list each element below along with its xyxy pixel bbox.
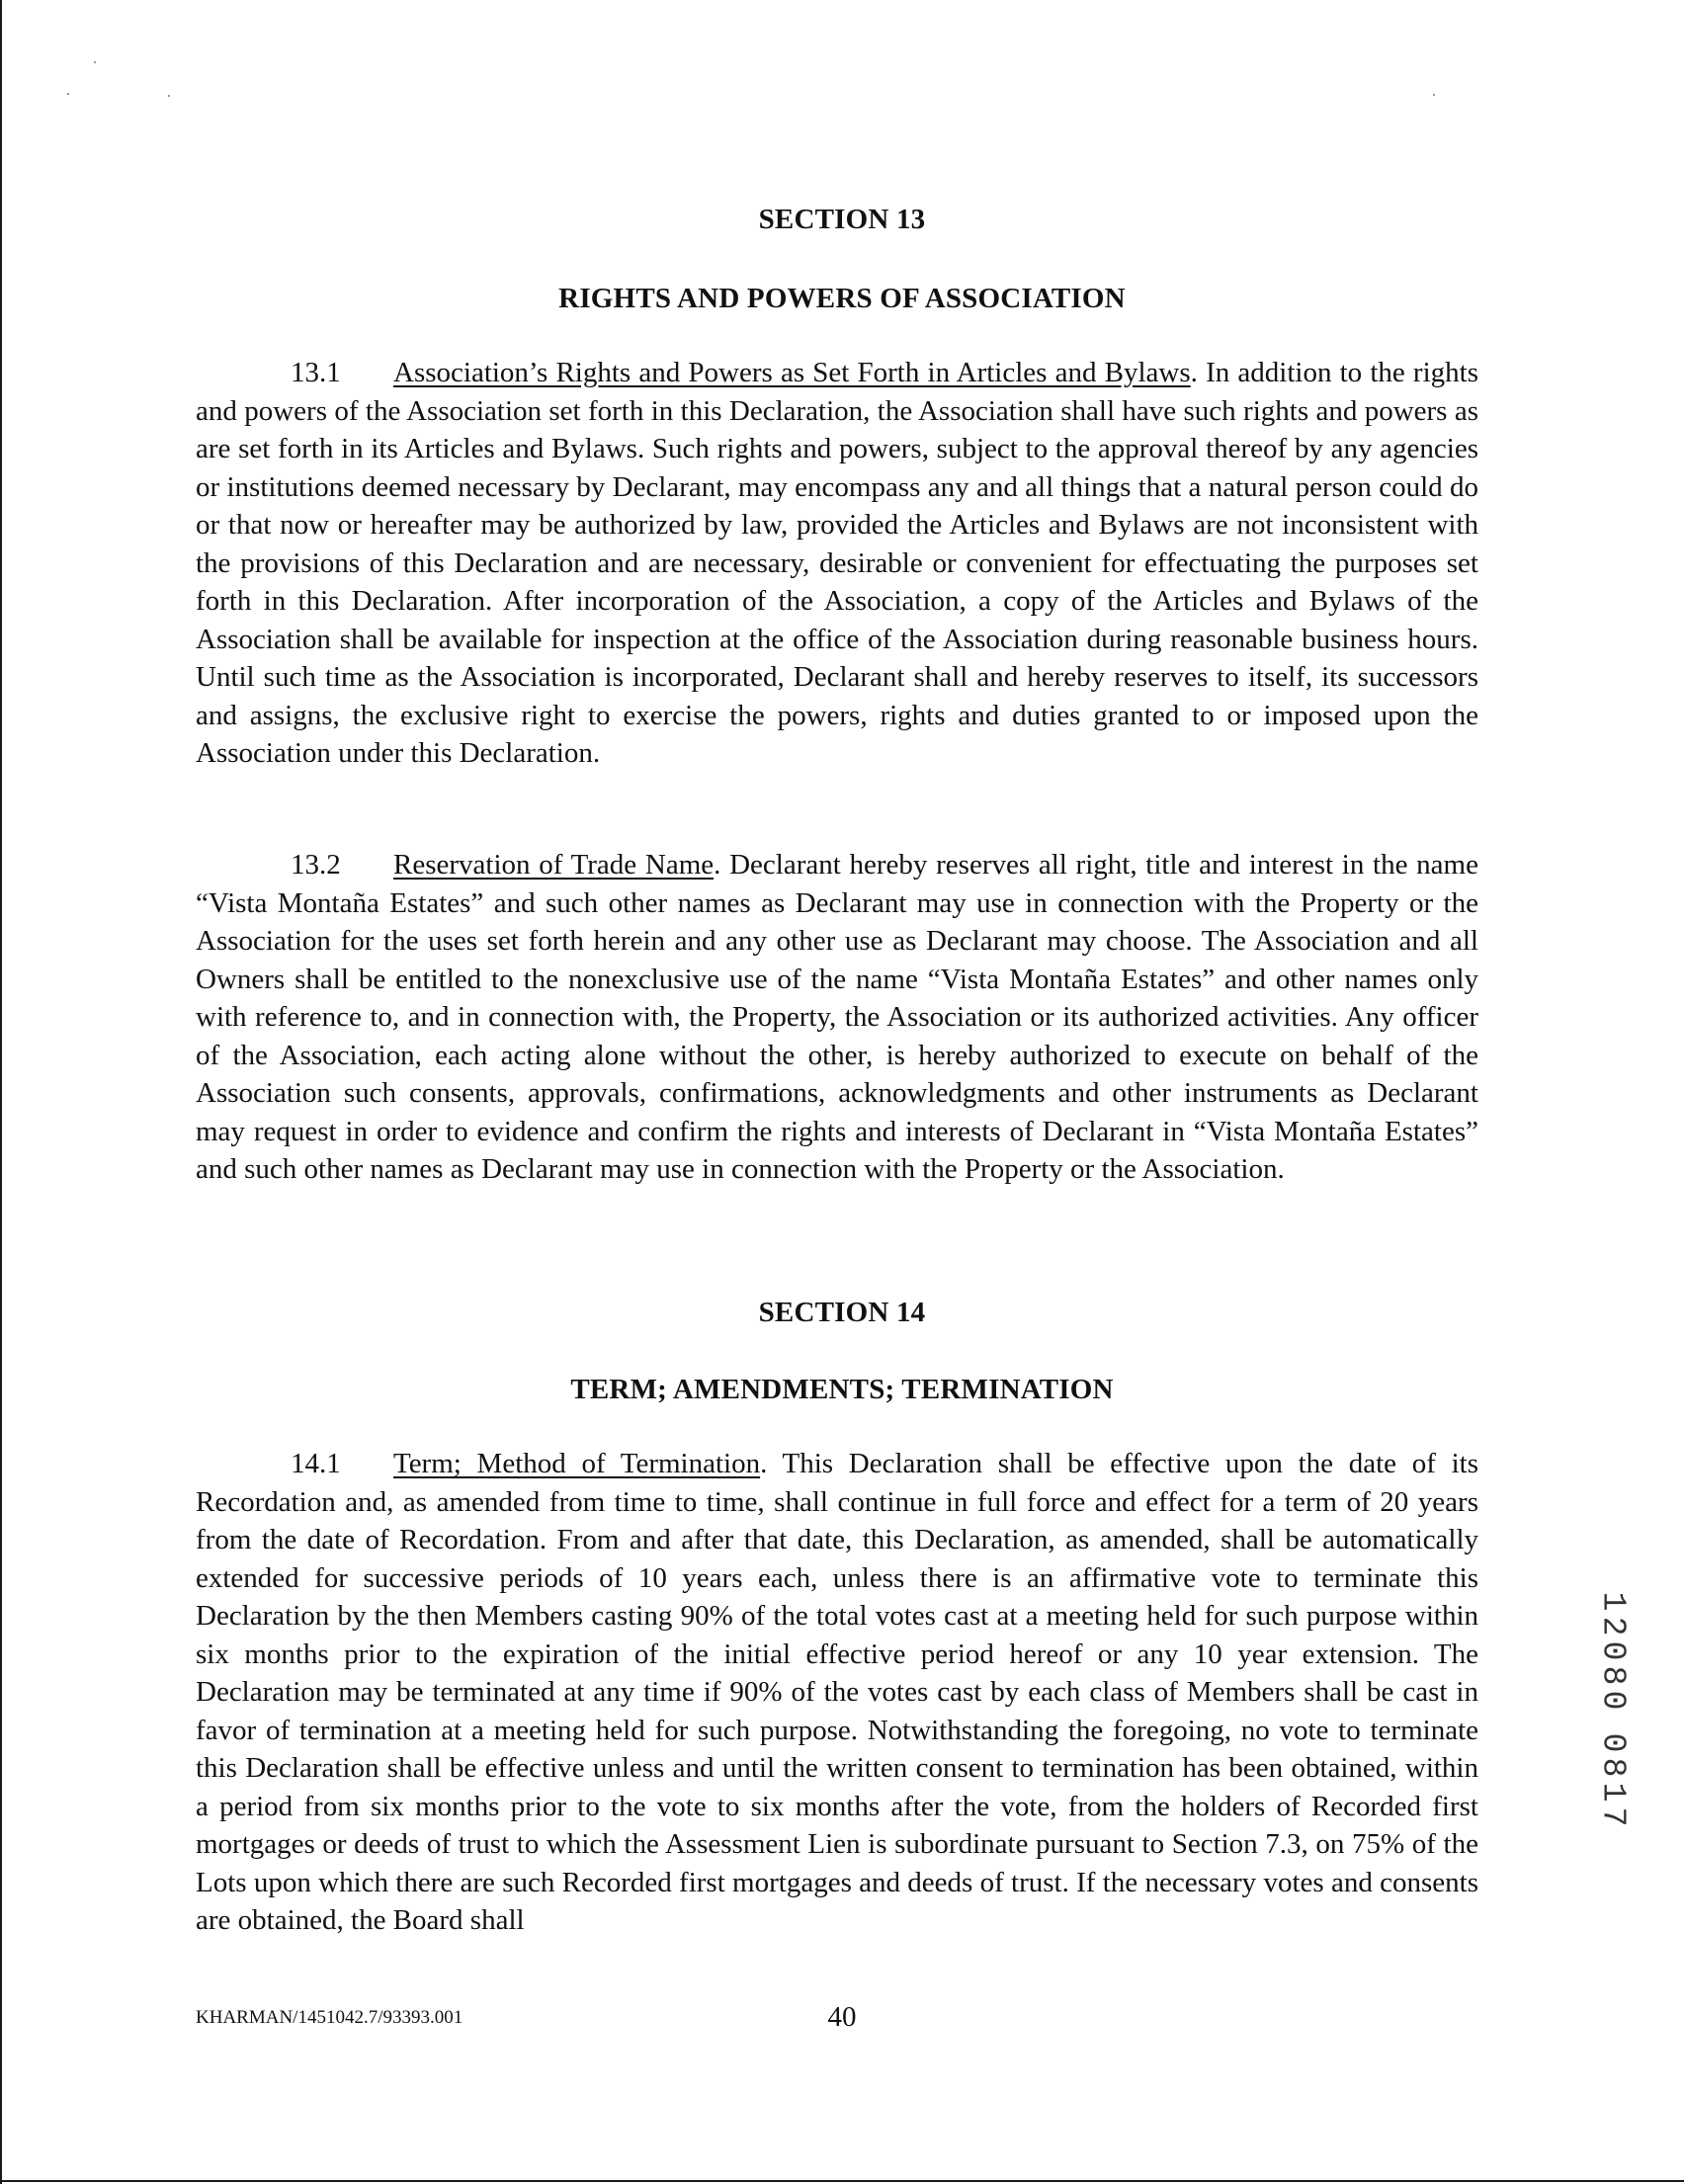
paragraph-13-2 xyxy=(196,846,1478,1189)
stamp-digit: 0 xyxy=(1594,1640,1632,1661)
scan-speck xyxy=(168,95,170,97)
scan-speck xyxy=(1433,94,1435,96)
section-13-title: RIGHTS AND POWERS OF ASSOCIATION xyxy=(558,283,1126,314)
scan-left-edge xyxy=(0,0,2,2184)
paragraph-body: . In addition to the rights and powers of the Association set forth in this Declaration, the Association shall have such rights and powers as are set forth in its Articles and Bylaws. Such rights and powers, subject to the approval thereof by any agencies or institutions deemed necessary by Declarant, may encompass any and all things that a natural person could do or that now or hereafter may be authorized by law, provided the Articles and Bylaws are not inconsistent with the provisions of this Declaration and are necessary, desirable or convenient for effectuating the purposes set forth in this Declaration. After incorporation of the Association, a copy of the Articles and Bylaws of the Association shall be available for inspection at the office of the Association during reasonable business hours. Until such time as the Association is incorporated, Declarant shall and hereby reserves to itself, its successors and assigns, the exclusive right to exercise the powers, rights and duties granted to or imposed upon the Association under this Declaration. xyxy=(196,357,1478,769)
stamp-digit: 1 xyxy=(1594,1591,1632,1612)
paragraph-13-1 xyxy=(196,354,1478,773)
stamp-digit: 0 xyxy=(1594,1690,1632,1711)
page-number: 40 xyxy=(827,2001,857,2033)
paragraph-title: Association’s Rights and Powers as Set Forth in Articles and Bylaws xyxy=(393,357,1191,388)
scan-bottom-edge xyxy=(0,2180,1684,2182)
stamp-digit: 1 xyxy=(1594,1782,1632,1803)
scan-speck xyxy=(94,61,96,63)
paragraph-number: 14.1 xyxy=(291,1448,341,1479)
section-13-heading: SECTION 13 xyxy=(758,204,926,235)
margin-recording-stamp xyxy=(1593,1589,1633,1829)
stamp-digit: 8 xyxy=(1594,1665,1632,1686)
stamp-digit: 2 xyxy=(1594,1616,1632,1637)
stamp-digit: 7 xyxy=(1594,1806,1632,1827)
footer-document-id: KHARMAN/1451042.7/93393.001 xyxy=(196,2007,463,2028)
scan-speck xyxy=(67,93,69,95)
paragraph-body: . This Declaration shall be effective upon the date of its Recordation and, as amended from time to time, shall continue in full force and effect for a term of 20 years from the date of Recordation. From and after that date, this Declaration, as amended, shall be automatically extended for successive periods of 10 years each, unless there is an affirmative vote to terminate this Declaration by the then Members casting 90% of the total votes cast at a meeting held for such purpose within six months prior to the expiration of the initial effective period hereof or any 10 year extension. The Declaration may be terminated at any time if 90% of the votes cast by each class of Members shall be cast in favor of termination at a meeting held for such purpose. Notwithstanding the foregoing, no vote to terminate this Declaration shall be effective unless and until the written consent to termination has been obtained, within a period from six months prior to the vote to six months after the vote, from the holders of Recorded first mortgages or deeds of trust to which the Assessment Lien is subordinate pursuant to Section 7.3, on 75% of the Lots upon which there are such Recorded first mortgages and deeds of trust. If the necessary votes and consents are obtained, the Board shall xyxy=(196,1448,1478,1936)
paragraph-title: Reservation of Trade Name xyxy=(393,849,715,881)
paragraph-number: 13.2 xyxy=(291,849,341,881)
section-14-heading: SECTION 14 xyxy=(758,1297,926,1328)
paragraph-body: . Declarant hereby reserves all right, title and interest in the name “Vista Montaña Estates” and such other names as Declarant may use in connection with the Property or the Association for the uses set forth herein and any other use as Declarant may choose. The Association and all Owners shall be entitled to the nonexclusive use of the name “Vista Montaña Estates” and other names only with reference to, and in connection with, the Property, the Association or its authorized activities. Any officer of the Association, each acting alone without the other, is hereby authorized to execute on behalf of the Association such consents, approvals, confirmations, acknowledgments and other instruments as Declarant may request in order to evidence and confirm the rights and interests of Declarant in “Vista Montaña Estates” and such other names as Declarant may use in connection with the Property or the Association. xyxy=(196,849,1478,1185)
paragraph-title: Term; Method of Termination xyxy=(393,1448,761,1479)
section-14-title: TERM; AMENDMENTS; TERMINATION xyxy=(570,1374,1114,1405)
stamp-digit: 0 xyxy=(1594,1732,1632,1753)
paragraph-number: 13.1 xyxy=(291,357,341,388)
paragraph-14-1 xyxy=(196,1445,1478,1940)
stamp-digit: 8 xyxy=(1594,1757,1632,1778)
